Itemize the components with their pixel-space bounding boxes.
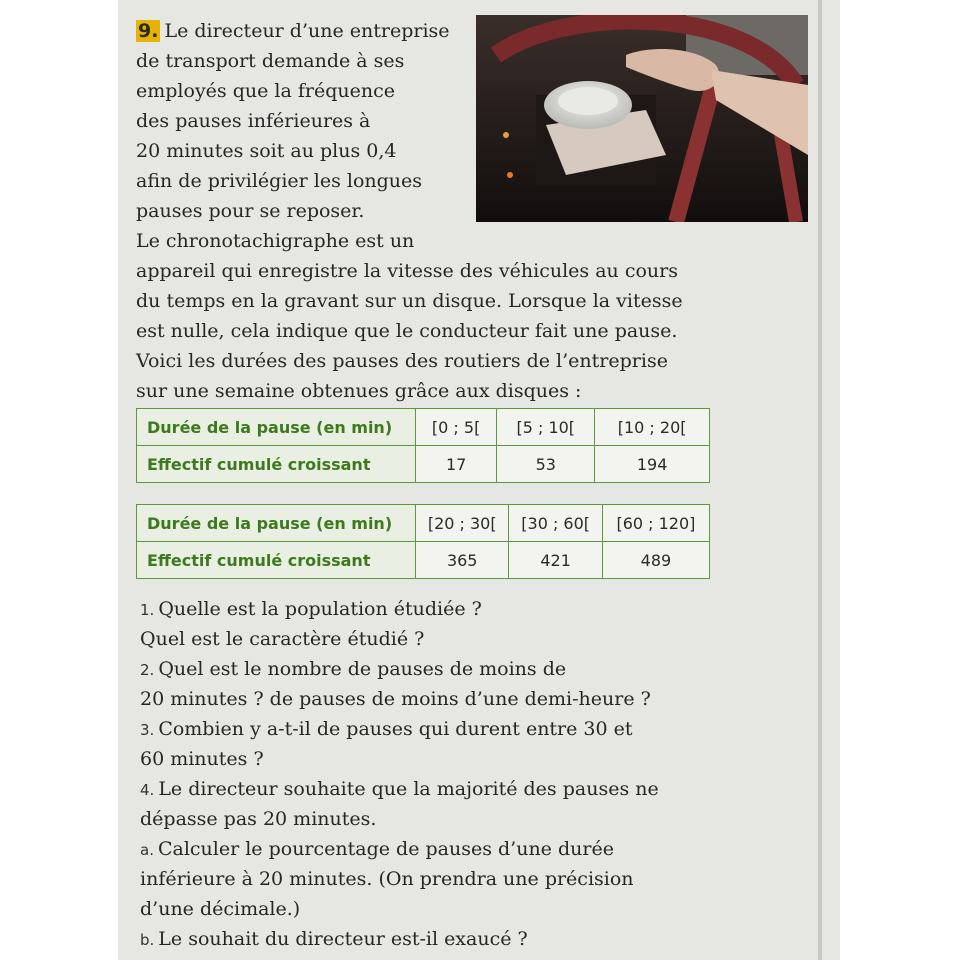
question-line: 20 minutes ? de pauses de moins d’une demi-heure ?	[140, 688, 651, 710]
exercise-number: 9.	[138, 20, 159, 42]
table-row-duration	[137, 505, 710, 542]
interval-cell: [10 ; 20[	[595, 409, 710, 446]
table-row-duration	[137, 409, 710, 446]
count-cell: 53	[497, 446, 595, 483]
interval-cell: [30 ; 60[	[509, 505, 602, 542]
intro-line: pauses pour se reposer.	[136, 200, 365, 222]
intro-line: des pauses inférieures à	[136, 110, 371, 132]
table-row-cumulative	[137, 542, 710, 579]
intro-line: de transport demande à ses	[136, 50, 405, 72]
frequency-table-1	[136, 408, 710, 483]
interval-cell: [5 ; 10[	[497, 409, 595, 446]
count-cell: 489	[602, 542, 709, 579]
question-line: 1. Quelle est la population étudiée ?	[140, 598, 482, 620]
page-edge-shadow	[818, 0, 822, 960]
interval-cell: [0 ; 5[	[416, 409, 497, 446]
interval-cell: [20 ; 30[	[416, 505, 509, 542]
count-cell: 194	[595, 446, 710, 483]
row-label: Durée de la pause (en min)	[137, 505, 416, 542]
frequency-table-2	[136, 504, 710, 579]
question-line: a. Calculer le pourcentage de pauses d’une durée	[140, 838, 614, 860]
row-label: Effectif cumulé croissant	[137, 446, 416, 483]
intro-line: appareil qui enregistre la vitesse des véhicules au cours	[136, 260, 678, 282]
question-line: d’une décimale.)	[140, 898, 301, 920]
tachograph-photo	[476, 15, 808, 222]
intro-line: Le chronotachigraphe est un	[136, 230, 415, 252]
intro-line: afin de privilégier les longues	[136, 170, 423, 192]
count-cell: 421	[509, 542, 602, 579]
intro-line: du temps en la gravant sur un disque. Lorsque la vitesse	[136, 290, 683, 312]
row-label: Effectif cumulé croissant	[137, 542, 416, 579]
count-cell: 17	[416, 446, 497, 483]
question-line: b. Le souhait du directeur est-il exaucé ?	[140, 928, 528, 950]
question-line: 3. Combien y a-t-il de pauses qui durent entre 30 et	[140, 718, 633, 740]
intro-line: est nulle, cela indique que le conducteur fait une pause.	[136, 320, 678, 342]
question-line: 60 minutes ?	[140, 748, 264, 770]
intro-line: Voici les durées des pauses des routiers de l’entreprise	[136, 350, 668, 372]
intro-line: 9. Le directeur d’une entreprise	[138, 20, 450, 42]
interval-cell: [60 ; 120]	[602, 505, 709, 542]
row-label: Durée de la pause (en min)	[137, 409, 416, 446]
intro-line: 20 minutes soit au plus 0,4	[136, 140, 397, 162]
intro-line: employés que la fréquence	[136, 80, 395, 102]
question-line: inférieure à 20 minutes. (On prendra une précision	[140, 868, 634, 890]
table-row-cumulative	[137, 446, 710, 483]
question-line: Quel est le caractère étudié ?	[140, 628, 425, 650]
question-line: 4. Le directeur souhaite que la majorité des pauses ne	[140, 778, 659, 800]
question-line: dépasse pas 20 minutes.	[140, 808, 377, 830]
count-cell: 365	[416, 542, 509, 579]
intro-line: sur une semaine obtenues grâce aux disques :	[136, 380, 582, 402]
question-line: 2. Quel est le nombre de pauses de moins de	[140, 658, 567, 680]
